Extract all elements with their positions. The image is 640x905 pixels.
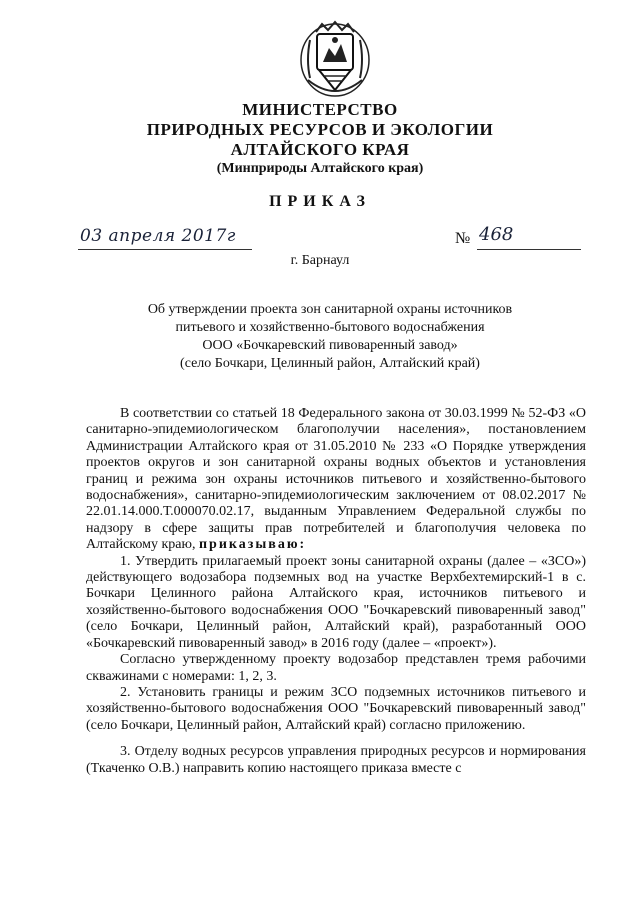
subject-line-1: Об утверждении проекта зон санитарной охраны источников (147, 302, 513, 317)
ministry-short-name: (Минприроды Алтайского края) (216, 161, 424, 176)
subject-line-2: питьевого и хозяйственно-бытового водоснабжения (175, 320, 485, 335)
preamble-paragraph (86, 406, 586, 554)
ministry-title-line-1: МИНИСТЕРСТВО (242, 100, 398, 119)
date-underline (78, 249, 252, 250)
order-word: приказываю: (198, 537, 307, 553)
number-underline (477, 249, 581, 250)
subject-line-4: (село Бочкари, Целинный район, Алтайский край) (180, 356, 480, 371)
clause-2-paragraph: 2. Установить границы и режим ЗСО подземных источников питьевого и хозяйственно-бытового водоснабжения ООО "Бочкаревский пивоваренный завод" (село Бочкари, Целинный район, Алтайский край) согласно приложению. (86, 684, 586, 733)
document-number (455, 226, 581, 250)
date-handwritten: 03 апреля 2017г (80, 226, 236, 246)
document-type-heading: ПРИКАЗ (269, 193, 371, 210)
ministry-title-line-3: АЛТАЙСКОГО КРАЯ (230, 140, 410, 159)
ministry-title-line-2: ПРИРОДНЫХ РЕСУРСОВ И ЭКОЛОГИИ (146, 120, 494, 139)
clause-1-paragraph: 1. Утвердить прилагаемый проект зоны санитарной охраны (далее – «ЗСО») действующего водозабора подземных вод на участке Верхбехтемирский-1 в с. Бочкари Целинного района Алтайского края, источников питьевого и хозяйственно-бытового водоснабжения ООО "Бочкаревский пивоваренный завод" (село Бочкари, Целинный район, Алтайский край), разработанный ООО «Бочкаревский пивоваренный завод» в 2016 году (далее – «проект»). (86, 553, 586, 651)
document-date (78, 226, 252, 250)
wells-paragraph: Согласно утвержденному проекту водозабор представлен тремя рабочими скважинами с номерами: 1, 2, 3. (86, 652, 586, 684)
number-handwritten: 468 (479, 224, 514, 245)
city-of-issue: г. Барнаул (290, 253, 350, 268)
coat-of-arms-emblem (296, 18, 374, 100)
subject-line-3: ООО «Бочкаревский пивоваренный завод» (202, 338, 458, 353)
order-subject (130, 301, 530, 373)
preamble-text: В соответствии со статьей 18 Федерального закона от 30.03.1999 № 52-ФЗ «О санитарно-эпидемиологическом благополучии населения», постановлением Администрации Алтайского края от 31.05.2010 № 233 «О Порядке утверждения проектов округов и зон санитарной охраны водных объектов и установления границ и режима зон охраны источников питьевого и хозяйственно-бытового водоснабжения», санитарно-эпидемиологическим заключением от 08.02.2017 № 22.01.14.000.Т.000070.02.17, выданным Управлением Федеральной службы по надзору в сфере защиты прав потребителей и благополучия человека по Алтайскому краю, (86, 406, 586, 553)
number-sign: № (455, 230, 471, 247)
order-body (86, 406, 586, 777)
ministry-title (0, 100, 640, 160)
clause-3-paragraph: 3. Отделу водных ресурсов управления природных ресурсов и нормирования (Ткаченко О.В.) направить копию настоящего приказа вместе с (86, 744, 586, 776)
